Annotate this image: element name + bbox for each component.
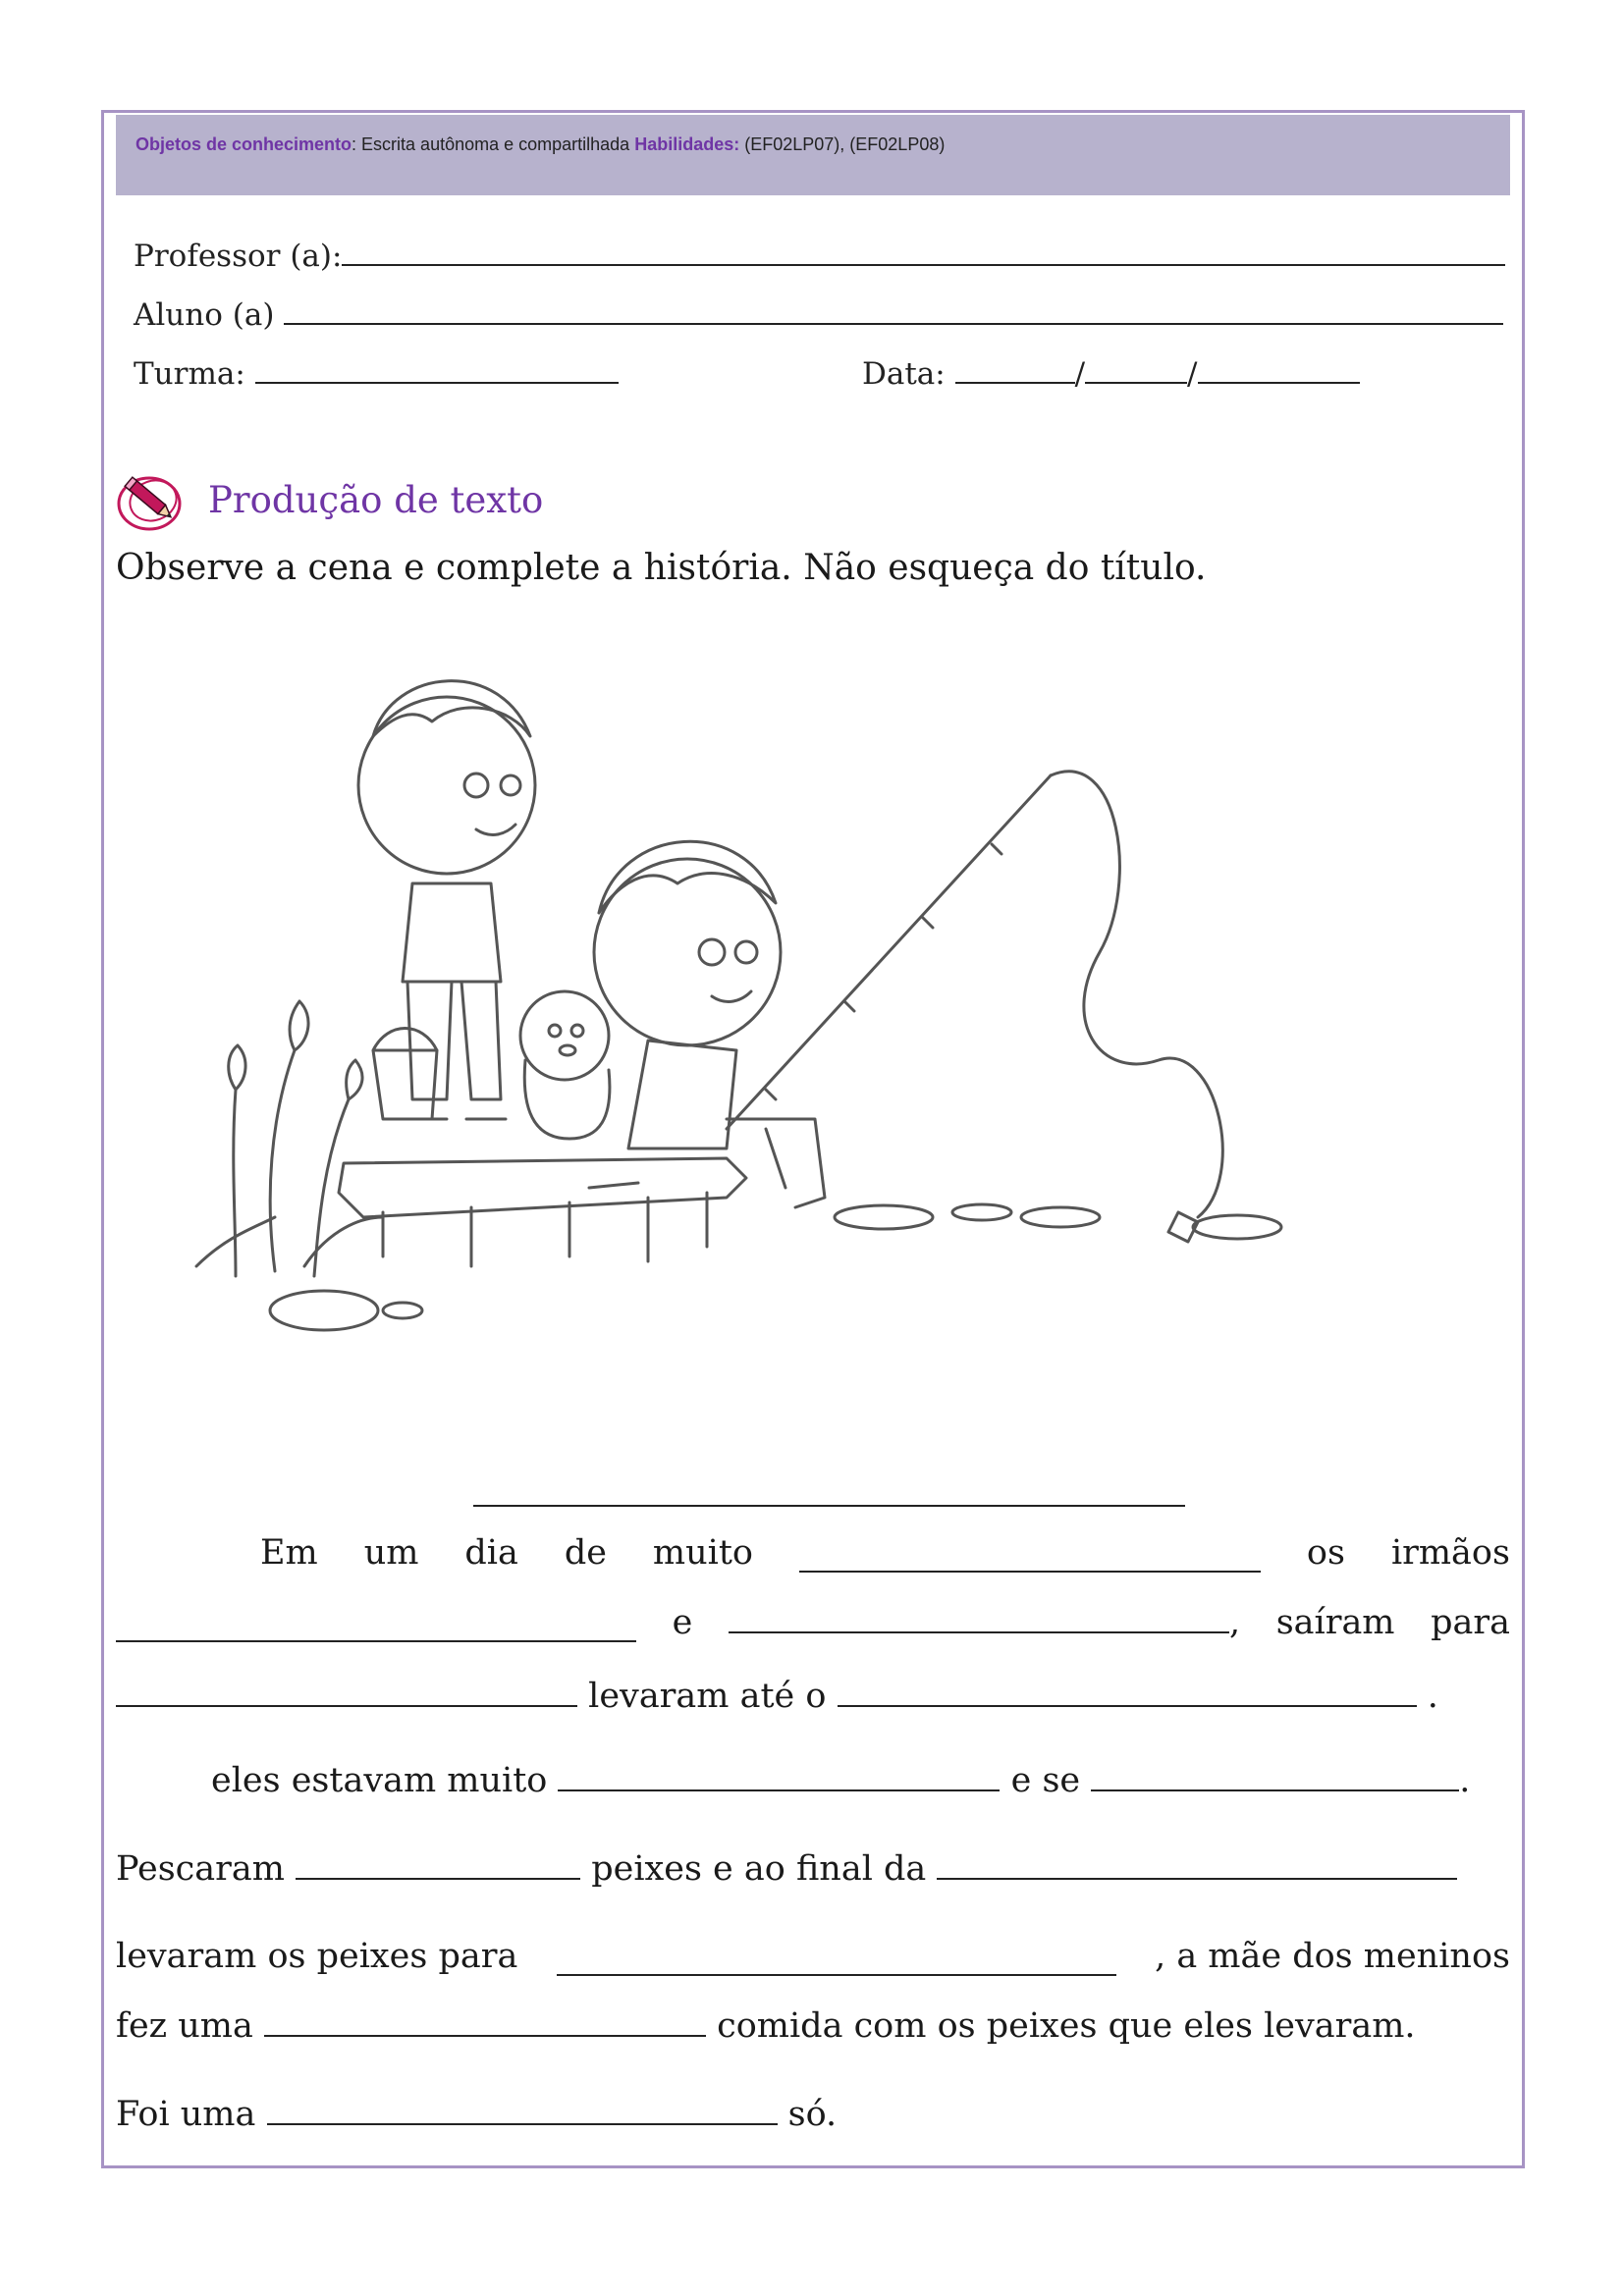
word: eles estavam muito xyxy=(211,1761,548,1800)
dog xyxy=(520,991,609,1080)
objects-label: Objetos de conhecimento xyxy=(135,134,352,154)
story-blank-quantity[interactable] xyxy=(296,1848,580,1880)
story-blank-ending[interactable] xyxy=(267,2094,778,2125)
date-sep-2: / xyxy=(1187,356,1198,392)
date-year-field[interactable] xyxy=(1198,354,1360,384)
standing-boy xyxy=(358,697,535,874)
word: e se xyxy=(1010,1761,1081,1800)
word: , a mãe dos meninos xyxy=(1155,1937,1510,1976)
word: comida com os peixes que eles levaram. xyxy=(717,2006,1416,2046)
student-row xyxy=(134,295,1503,333)
story-blank-period[interactable] xyxy=(937,1848,1457,1880)
teacher-label: Professor (a): xyxy=(134,239,343,274)
story-line-8 xyxy=(116,2094,837,2134)
word: levaram os peixes para xyxy=(116,1937,518,1976)
word: Foi uma xyxy=(116,2095,256,2134)
skills-label: Habilidades: xyxy=(634,134,740,154)
fishing-rod xyxy=(727,775,1051,1129)
story-blank-destination[interactable] xyxy=(557,1945,1116,1976)
story-line-1 xyxy=(116,1533,1510,1573)
date-day-field[interactable] xyxy=(955,354,1075,384)
story-blank-adjective[interactable] xyxy=(264,2005,706,2037)
word: só. xyxy=(787,2095,838,2134)
pencil-icon xyxy=(116,471,187,532)
word: Pescaram xyxy=(116,1849,285,1889)
word: muito xyxy=(652,1533,753,1573)
story-line-3 xyxy=(116,1676,1438,1716)
story-blank-place[interactable] xyxy=(838,1676,1417,1707)
story-blank-weather[interactable] xyxy=(799,1541,1261,1573)
date-month-field[interactable] xyxy=(1085,354,1187,384)
story-title-field[interactable] xyxy=(473,1475,1185,1507)
word: Em xyxy=(259,1533,318,1573)
word: irmãos xyxy=(1390,1533,1510,1573)
word: dia xyxy=(464,1533,518,1573)
story-line-6 xyxy=(116,1937,1510,1976)
story-line-2 xyxy=(116,1602,1510,1642)
instruction-text: Observe a cena e complete a história. Não esqueça do título. xyxy=(116,548,1207,588)
class-field[interactable] xyxy=(255,354,619,384)
student-field[interactable] xyxy=(284,295,1503,325)
date-sep-1: / xyxy=(1074,356,1086,392)
lily-pad xyxy=(270,1291,378,1330)
word: peixes e ao final da xyxy=(591,1849,927,1889)
word: e xyxy=(672,1603,693,1642)
word: . xyxy=(1427,1677,1438,1716)
word: saíram xyxy=(1275,1603,1395,1642)
student-label: Aluno (a) xyxy=(134,297,275,333)
word: . xyxy=(1459,1761,1471,1800)
date-row xyxy=(862,354,1360,392)
fishing-boys-illustration xyxy=(177,628,1453,1355)
reeds xyxy=(270,1001,308,1271)
skills-value: (EF02LP07), (EF02LP08) xyxy=(739,134,946,154)
story-blank-name-1[interactable] xyxy=(116,1611,636,1642)
story-blank-feeling[interactable] xyxy=(558,1760,1000,1791)
word: para xyxy=(1431,1603,1510,1642)
class-row xyxy=(134,354,619,392)
story-blank-action[interactable] xyxy=(116,1676,577,1707)
teacher-row xyxy=(134,237,1505,274)
teacher-field[interactable] xyxy=(342,237,1505,266)
date-label: Data: xyxy=(862,356,946,392)
word: os xyxy=(1306,1533,1345,1573)
objects-value: : Escrita autônoma e compartilhada xyxy=(352,134,635,154)
pier xyxy=(339,1158,746,1217)
word: de xyxy=(564,1533,607,1573)
story-line-4 xyxy=(211,1760,1470,1800)
bucket xyxy=(373,1029,437,1120)
word: um xyxy=(363,1533,419,1573)
word: levaram até o xyxy=(588,1677,827,1716)
fishing-line xyxy=(1051,772,1222,1217)
section-title: Produção de texto xyxy=(208,479,544,521)
story-blank-name-2[interactable] xyxy=(729,1602,1229,1633)
header-band xyxy=(116,115,1510,195)
header-text xyxy=(135,134,945,155)
story-line-5 xyxy=(116,1848,1457,1889)
class-label: Turma: xyxy=(134,356,245,392)
word: fez uma xyxy=(116,2006,253,2046)
story-blank-verb[interactable] xyxy=(1091,1760,1459,1791)
word: , xyxy=(1228,1603,1241,1642)
story-line-7 xyxy=(116,2005,1416,2046)
